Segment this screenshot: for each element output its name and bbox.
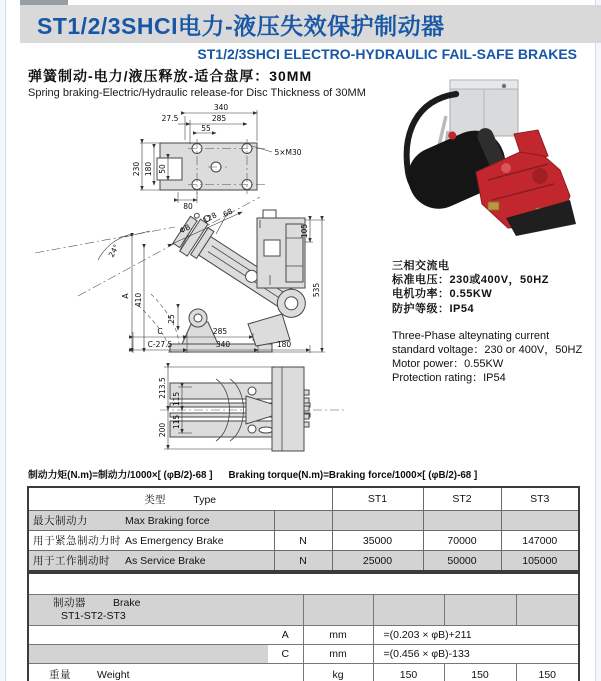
brake-header-en: Brake	[113, 597, 141, 609]
dim-label-340: 340	[213, 103, 229, 112]
dim-label-180: 180	[144, 161, 153, 177]
formula-C: =(0.456 × φB)-133	[373, 645, 579, 664]
spec-block	[392, 259, 582, 386]
dim-label-213-5: 213.5	[158, 377, 167, 399]
dim-table-header-row	[28, 595, 579, 626]
row-label-C: C	[268, 645, 303, 664]
dim-label-535: 535	[312, 282, 321, 298]
type-header-en: Type	[193, 493, 217, 506]
table-row: 最大制动力 Max Braking force	[28, 511, 579, 531]
plate-top-view	[132, 103, 302, 211]
dim-label-230: 230	[132, 161, 141, 177]
product-photo	[388, 76, 588, 240]
brake-header-models: ST1-ST2-ST3	[61, 610, 126, 622]
spec-en-line-1: Three-Phase alteynating current	[392, 329, 550, 342]
title-bar	[20, 5, 601, 43]
spec-en-line-2: standard voltage：230 or 400V，50HZ	[392, 344, 583, 357]
dim-label-55: 55	[201, 124, 211, 133]
dim-label-285: 285	[211, 114, 227, 123]
dim-label-C27-5: C-27.5	[147, 340, 173, 349]
caliper-top-view	[158, 367, 345, 451]
brake-side-view	[35, 197, 325, 353]
dim-label-128: 128	[201, 210, 219, 226]
dim-label-68: 68	[221, 206, 235, 220]
dim-label-C: C	[157, 327, 163, 336]
table-row: 用于工作制动时 As Service Brake N 25000 50000 105000	[28, 551, 579, 572]
dim-label-A: A	[121, 293, 130, 299]
page-title: ST1/2/3SHCI电力-液压失效保护制动器	[37, 12, 445, 39]
thruster-box	[257, 210, 305, 288]
dim-label-25: 25	[167, 314, 176, 324]
formula-A: =(0.203 × φB)+211	[373, 626, 579, 645]
dim-label-24deg: 24°	[106, 242, 121, 259]
page-left-margin-line	[0, 0, 6, 681]
dim-label-410: 410	[134, 292, 143, 308]
dim-label-50: 50	[158, 164, 167, 174]
row-label-A: A	[268, 626, 303, 645]
spec-cn-line-2: 标准电压：230或400V，50HZ	[392, 274, 549, 287]
block-teeth	[304, 390, 309, 427]
dim-label-105: 105	[300, 223, 309, 239]
spec-en-line-4: Protection rating：IP54	[392, 372, 506, 385]
dim-label-phiB: ΦB	[177, 222, 192, 236]
table-row: C mm =(0.456 × φB)-133	[28, 645, 579, 664]
spec-cn-line-4: 防护等级：IP54	[392, 302, 475, 315]
type-header-cn: 类型	[144, 493, 166, 506]
dim-label-180: 180	[276, 340, 292, 349]
dim-label-340-side: 340	[215, 340, 231, 349]
table-row: A mm =(0.203 × φB)+211	[28, 626, 579, 645]
col-header-st1: ST1	[332, 487, 423, 511]
brake-header-cn: 制动器	[53, 597, 86, 609]
torque-formula-cn: 制动力矩(N.m)=制动力/1000×[ (φB/2)-68 ]	[28, 470, 213, 481]
spec-cn-line-1: 三相交流电	[392, 260, 450, 272]
page-right-margin-line	[595, 0, 601, 681]
dim-label-200: 200	[158, 422, 167, 438]
dim-label-115-upper: 115	[172, 391, 181, 407]
dim-label-115-lower: 115	[172, 414, 181, 430]
table-row	[28, 573, 579, 595]
dim-label-27-5: 27.5	[161, 114, 179, 123]
torque-formula-en: Braking torque(N.m)=Braking force/1000×[ (φB/2)-68 ]	[228, 470, 478, 481]
col-header-st2: ST2	[423, 487, 501, 511]
dim-label-80: 80	[183, 202, 193, 211]
engineering-drawings	[20, 100, 380, 470]
dim-label-285-side: 285	[212, 327, 228, 336]
tagline-cn: 弹簧制动-电力/液压释放-适合盘厚：30MM	[28, 68, 313, 84]
torque-formula-line	[28, 467, 477, 481]
tagline-en: Spring braking-Electric/Hydraulic release-for Disc Thickness of 30MM	[28, 87, 366, 99]
spec-en-line-3: Motor power：0.55KW	[392, 358, 504, 371]
page-subtitle-en: ST1/2/3SHCI ELECTRO-HYDRAULIC FAIL-SAFE BRAKES	[197, 46, 577, 62]
spec-cn-line-3: 电机功率：0.55KW	[392, 288, 493, 301]
dimension-weight-table	[27, 572, 580, 681]
callout-5xM30: 5×M30	[274, 148, 302, 157]
force-table-header-row	[28, 487, 579, 511]
table-row: 用于紧急制动力时 As Emergency Brake N 35000 70000 147000	[28, 531, 579, 551]
col-header-st3: ST3	[501, 487, 579, 511]
braking-force-table	[27, 486, 580, 572]
table-row: 重量 Weight kg 150 150 150	[28, 664, 579, 681]
